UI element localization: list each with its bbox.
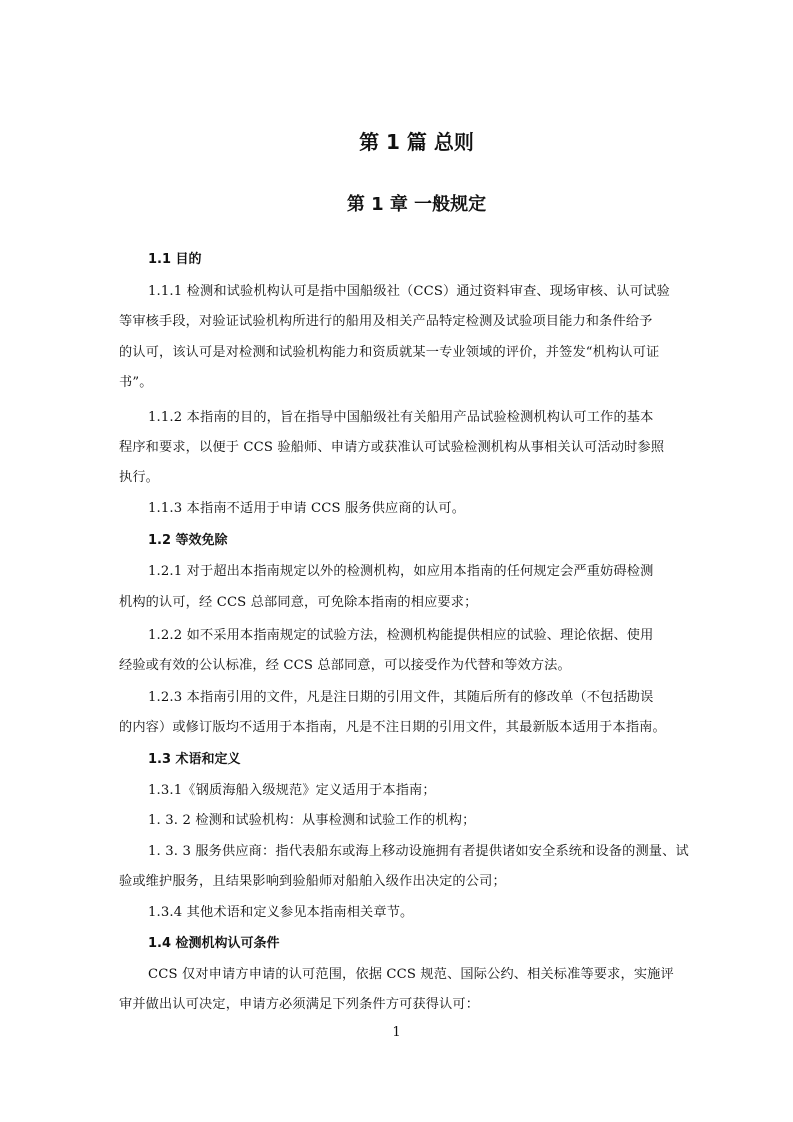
part-title: 第 1 篇 总则 (359, 130, 474, 154)
paragraph-line: 1.2.3 本指南引用的文件，凡是注日期的引用文件，其随后所有的修改单（不包括勘误 (148, 690, 654, 705)
chapter-title: 第 1 章 一般规定 (346, 194, 487, 215)
paragraph-line: 1.1.3 本指南不适用于申请 CCS 服务供应商的认可。 (148, 501, 466, 516)
paragraph-line: 1. 3. 3 服务供应商：指代表船东或海上移动设施拥有者提供诸如安全系统和设备的测量、试 (148, 844, 689, 859)
paragraph-line: 机构的认可，经 CCS 总部同意，可免除本指南的相应要求； (119, 595, 478, 610)
paragraph-line: 验或维护服务，且结果影响到验船师对船舶入级作出决定的公司； (119, 874, 506, 889)
paragraph-line: CCS 仅对申请方申请的认可范围，依据 CCS 规范、国际公约、相关标准等要求，实施评 (148, 967, 674, 982)
paragraph-line: 1. 3. 2 检测和试验机构：从事检测和试验工作的机构； (148, 813, 476, 828)
paragraph-line: 1.1.1 检测和试验机构认可是指中国船级社（CCS）通过资料审查、现场审核、认可试验 (148, 284, 670, 299)
paragraph-line: 经验或有效的公认标准，经 CCS 总部同意，可以接受作为代替和等效方法。 (119, 658, 571, 673)
paragraph-line: 1.3.4 其他术语和定义参见本指南相关章节。 (148, 905, 414, 920)
paragraph-line: 1.1.2 本指南的目的，旨在指导中国船级社有关船用产品试验检测机构认可工作的基本 (148, 410, 654, 425)
page-number: 1 (392, 1025, 401, 1040)
paragraph-line: 1.3.1《钢质海船入级规范》定义适用于本指南； (148, 783, 436, 798)
paragraph-line: 的内容）或修订版均不适用于本指南，凡是不注日期的引用文件，其最新版本适用于本指南。 (119, 720, 666, 735)
paragraph-line: 等审核手段，对验证试验机构所进行的船用及相关产品特定检测及试验项目能力和条件给予 (119, 314, 653, 329)
section-heading-1-4: 1.4 检测机构认可条件 (148, 936, 280, 951)
paragraph-line: 的认可，该认可是对检测和试验机构能力和资质就某一专业领域的评价，并签发“机构认可证 (119, 345, 660, 360)
section-heading-1-1: 1.1 目的 (148, 252, 202, 267)
paragraph-line: 程序和要求，以便于 CCS 验船师、申请方或获准认可试验检测机构从事相关认可活动时参照 (119, 440, 665, 455)
paragraph-line: 执行。 (119, 470, 160, 485)
paragraph-line: 1.2.1 对于超出本指南规定以外的检测机构，如应用本指南的任何规定会严重妨碍检测 (148, 564, 654, 579)
section-heading-1-2: 1.2 等效免除 (148, 533, 228, 548)
paragraph-line: 1.2.2 如不采用本指南规定的试验方法，检测机构能提供相应的试验、理论依据、使用 (148, 628, 654, 643)
paragraph-line: 书”。 (119, 375, 153, 390)
paragraph-line: 审并做出认可决定，申请方必须满足下列条件方可获得认可： (119, 997, 480, 1012)
section-heading-1-3: 1.3 术语和定义 (148, 752, 241, 767)
